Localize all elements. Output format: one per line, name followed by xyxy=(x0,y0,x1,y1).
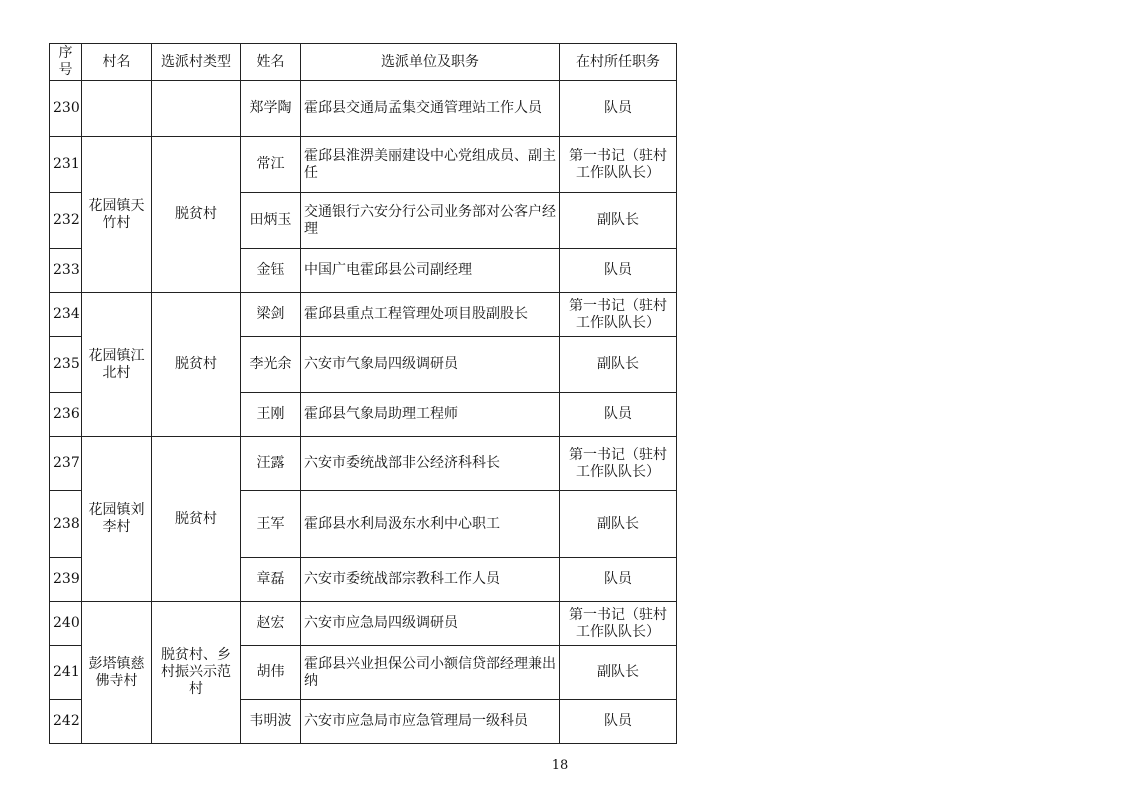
row-no: 233 xyxy=(50,249,82,293)
type-cell: 脱贫村 xyxy=(152,437,241,602)
unit-cell: 霍邱县气象局助理工程师 xyxy=(301,393,560,437)
unit-cell: 霍邱县交通局孟集交通管理站工作人员 xyxy=(301,81,560,137)
type-cell xyxy=(152,81,241,137)
role-cell: 队员 xyxy=(560,249,677,293)
row-no: 230 xyxy=(50,81,82,137)
type-cell: 脱贫村 xyxy=(152,137,241,293)
header-no: 序号 xyxy=(50,44,82,81)
table-row xyxy=(50,437,677,491)
role-cell: 副队长 xyxy=(560,491,677,558)
table-header-row xyxy=(50,44,677,81)
unit-cell: 六安市委统战部非公经济科科长 xyxy=(301,437,560,491)
name-cell: 赵宏 xyxy=(241,602,301,646)
page-number: 18 xyxy=(551,758,569,773)
header-unit: 选派单位及职务 xyxy=(301,44,560,81)
role-cell: 队员 xyxy=(560,393,677,437)
name-cell: 郑学陶 xyxy=(241,81,301,137)
name-cell: 汪露 xyxy=(241,437,301,491)
row-no: 237 xyxy=(50,437,82,491)
unit-cell: 霍邱县水利局汲东水利中心职工 xyxy=(301,491,560,558)
role-cell: 队员 xyxy=(560,81,677,137)
role-cell: 队员 xyxy=(560,558,677,602)
table-row xyxy=(50,81,677,137)
row-no: 231 xyxy=(50,137,82,193)
row-no: 235 xyxy=(50,337,82,393)
unit-cell: 六安市气象局四级调研员 xyxy=(301,337,560,393)
name-cell: 金钰 xyxy=(241,249,301,293)
name-cell: 胡伟 xyxy=(241,646,301,700)
row-no: 239 xyxy=(50,558,82,602)
village-cell: 花园镇天竹村 xyxy=(82,137,152,293)
name-cell: 李光余 xyxy=(241,337,301,393)
table-row xyxy=(50,293,677,337)
row-no: 236 xyxy=(50,393,82,437)
role-cell: 第一书记（驻村工作队队长） xyxy=(560,602,677,646)
role-cell: 副队长 xyxy=(560,337,677,393)
role-cell: 第一书记（驻村工作队队长） xyxy=(560,437,677,491)
village-cell: 彭塔镇慈佛寺村 xyxy=(82,602,152,744)
header-type: 选派村类型 xyxy=(152,44,241,81)
header-village: 村名 xyxy=(82,44,152,81)
row-no: 238 xyxy=(50,491,82,558)
village-cell: 花园镇江北村 xyxy=(82,293,152,437)
name-cell: 常江 xyxy=(241,137,301,193)
table-row xyxy=(50,137,677,193)
name-cell: 田炳玉 xyxy=(241,193,301,249)
row-no: 234 xyxy=(50,293,82,337)
role-cell: 队员 xyxy=(560,700,677,744)
type-cell: 脱贫村、乡村振兴示范村 xyxy=(152,602,241,744)
row-no: 232 xyxy=(50,193,82,249)
role-cell: 副队长 xyxy=(560,646,677,700)
row-no: 241 xyxy=(50,646,82,700)
name-cell: 王军 xyxy=(241,491,301,558)
role-cell: 第一书记（驻村工作队队长） xyxy=(560,137,677,193)
name-cell: 韦明波 xyxy=(241,700,301,744)
unit-cell: 六安市应急局四级调研员 xyxy=(301,602,560,646)
village-cell xyxy=(82,81,152,137)
role-cell: 副队长 xyxy=(560,193,677,249)
header-role: 在村所任职务 xyxy=(560,44,677,81)
table-row xyxy=(50,602,677,646)
unit-cell: 霍邱县淮淠美丽建设中心党组成员、副主任 xyxy=(301,137,560,193)
name-cell: 梁剑 xyxy=(241,293,301,337)
role-cell: 第一书记（驻村工作队队长） xyxy=(560,293,677,337)
row-no: 240 xyxy=(50,602,82,646)
unit-cell: 交通银行六安分行公司业务部对公客户经理 xyxy=(301,193,560,249)
unit-cell: 中国广电霍邱县公司副经理 xyxy=(301,249,560,293)
name-cell: 王刚 xyxy=(241,393,301,437)
type-cell: 脱贫村 xyxy=(152,293,241,437)
village-cell: 花园镇刘李村 xyxy=(82,437,152,602)
personnel-table xyxy=(49,43,677,744)
unit-cell: 霍邱县兴业担保公司小额信贷部经理兼出纳 xyxy=(301,646,560,700)
row-no: 242 xyxy=(50,700,82,744)
header-name: 姓名 xyxy=(241,44,301,81)
unit-cell: 霍邱县重点工程管理处项目股副股长 xyxy=(301,293,560,337)
name-cell: 章磊 xyxy=(241,558,301,602)
unit-cell: 六安市应急局市应急管理局一级科员 xyxy=(301,700,560,744)
unit-cell: 六安市委统战部宗教科工作人员 xyxy=(301,558,560,602)
